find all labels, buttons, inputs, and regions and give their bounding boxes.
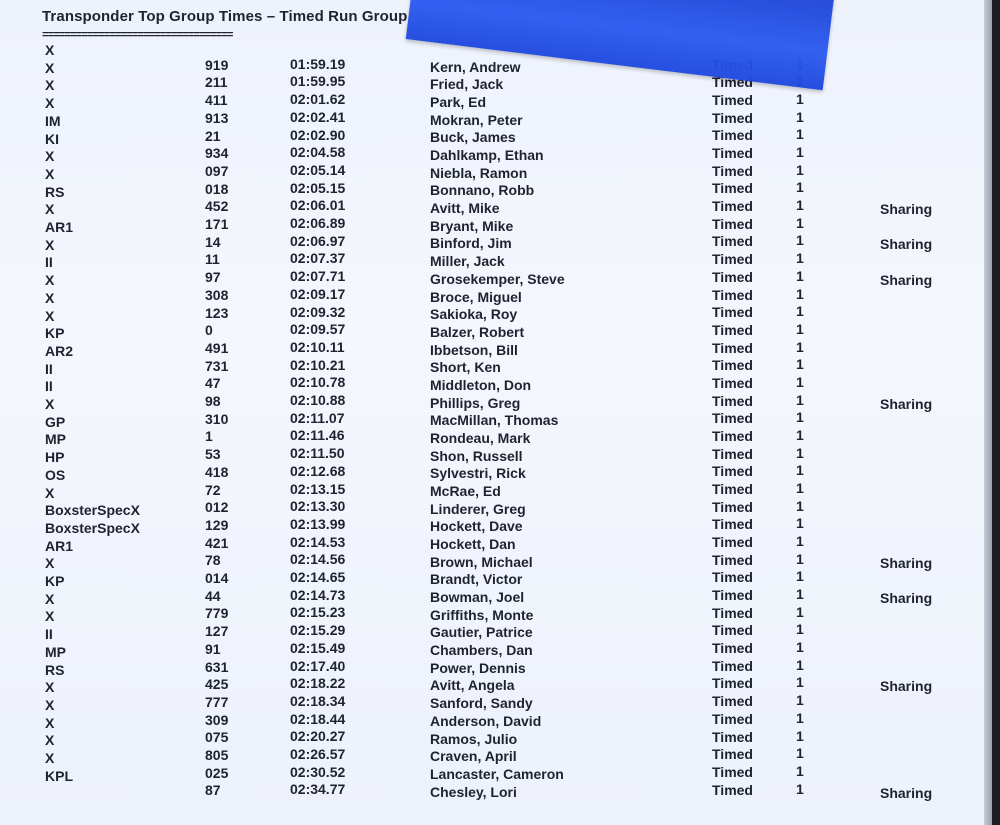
car-number-cell: 097 [205,162,229,179]
run-type-cell: Timed [712,445,753,462]
class-cell: MP [45,643,66,660]
count-cell: 1 [796,780,804,797]
class-cell: X [45,555,55,572]
paper-edge [984,0,992,825]
lap-time-cell: 02:11.50 [290,445,345,462]
class-cell: X [45,750,55,766]
table-row [0,108,992,130]
class-cell: X [45,590,55,607]
driver-name-cell: Bowman, Joel [430,589,525,606]
class-cell: KI [45,130,59,147]
car-number-cell: 913 [205,109,229,126]
run-type-cell: Timed [712,516,753,533]
lap-time-cell: 02:02.90 [290,126,346,143]
lap-time-cell: 02:11.07 [290,409,345,426]
count-cell: 1 [796,674,804,691]
car-number-cell: 631 [205,658,229,675]
class-cell: X [45,714,55,731]
lap-time-cell: 02:14.53 [290,533,346,550]
page-title: Transponder Top Group Times – Timed Run Group [42,8,408,25]
count-cell: 1 [796,656,804,673]
count-cell: 1 [796,444,804,461]
run-type-cell: Timed [712,233,753,250]
lap-time-cell: 02:12.68 [290,462,346,479]
count-cell: 1 [796,126,804,143]
driver-name-cell: Short, Ken [430,359,501,376]
class-cell: X [45,307,55,324]
car-number-cell: 919 [205,56,229,73]
lap-time-cell: 02:17.40 [290,657,346,674]
driver-name-cell: Anderson, David [430,712,542,729]
car-number-cell: 310 [205,410,229,427]
table-row [0,91,992,112]
count-cell: 1 [796,745,804,762]
class-cell: X [45,484,55,501]
driver-name-cell: Bonnano, Robb [430,182,535,199]
lap-time-cell: 02:18.44 [290,710,346,727]
car-number-cell: 1 [205,428,213,445]
class-cell: HP [45,449,65,466]
table-row [0,179,992,201]
class-cell: KP [45,325,65,342]
note-cell: Sharing [880,271,933,288]
table-row [0,214,992,236]
count-cell: 1 [796,338,804,355]
car-number-cell: 0 [205,322,213,339]
lap-time-cell: 02:14.56 [290,551,346,568]
lap-time-cell: 02:20.27 [290,728,346,745]
car-number-cell: 777 [205,693,229,710]
driver-name-cell: Broce, Miguel [430,288,522,305]
note-cell: Sharing [880,201,933,218]
car-number-cell: 47 [205,375,221,392]
driver-name-cell: Buck, James [430,129,516,146]
count-cell: 1 [796,320,804,337]
count-cell: 1 [796,179,804,196]
car-number-cell: 309 [205,711,229,728]
lap-time-cell: 02:09.17 [290,285,346,302]
lap-time-cell: 02:34.77 [290,781,346,798]
car-number-cell: 171 [205,216,229,232]
table-row [0,320,992,342]
count-cell: 1 [796,232,804,249]
run-type-cell: Timed [712,587,753,604]
table-row [0,250,992,271]
run-type-cell: Timed [712,180,753,197]
car-number-cell: 21 [205,127,221,144]
lap-time-cell: 02:14.65 [290,569,346,585]
class-cell: X [45,289,55,306]
table-row [0,780,992,802]
lap-time-cell: 02:15.49 [290,639,346,656]
car-number-cell: 934 [205,145,229,162]
run-type-cell: Timed [712,74,753,91]
count-cell: 1 [796,462,804,479]
lap-time-cell: 01:59.95 [290,73,346,90]
lap-time-cell: 02:15.29 [290,622,346,639]
run-type-cell: Timed [712,145,753,162]
lap-time-cell: 02:06.89 [290,215,346,231]
lap-time-cell: 02:10.78 [290,374,346,391]
driver-name-cell: Linderer, Greg [430,500,526,517]
class-cell: RS [45,183,65,200]
run-type-cell: Timed [712,746,753,763]
driver-name-cell: Rondeau, Mark [430,429,531,446]
lap-time-cell: 02:05.15 [290,179,346,196]
car-number-cell: 452 [205,198,229,215]
class-cell: X [45,236,55,253]
car-number-cell: 418 [205,463,229,480]
car-number-cell: 87 [205,782,221,799]
count-cell: 1 [796,639,804,656]
run-type-cell: Timed [712,693,753,710]
run-type-cell: Timed [712,215,753,232]
run-type-cell: Timed [712,604,753,621]
run-type-cell: Timed [712,710,753,727]
class-cell: X [45,148,55,165]
count-cell: 1 [796,727,804,744]
driver-name-cell: Avitt, Mike [430,200,500,217]
lap-time-cell: 02:10.11 [290,338,345,355]
run-type-cell: Timed [712,657,753,674]
lap-time-cell: 02:09.32 [290,303,346,320]
count-cell: 1 [796,144,804,161]
class-cell: RS [45,661,65,678]
car-number-cell: 14 [205,233,221,250]
table-row [0,285,992,307]
class-cell: AR1 [45,219,74,235]
table-row [0,232,992,254]
lap-time-cell: 02:06.01 [290,197,346,214]
count-cell: 1 [796,108,804,125]
class-cell: AR1 [45,537,74,554]
car-number-cell: 127 [205,623,229,640]
table-row [0,267,992,289]
count-cell: 1 [796,621,804,638]
run-type-cell: Timed [712,463,753,480]
class-cell: X [45,42,55,58]
run-type-cell: Timed [712,640,753,657]
count-cell: 1 [796,161,804,178]
run-type-cell: Timed [712,410,753,427]
count-cell: 1 [796,515,804,532]
car-number-cell: 98 [205,393,221,409]
lap-time-cell: 02:04.58 [290,144,346,161]
note-cell: Sharing [880,554,933,571]
lap-time-cell: 02:11.46 [290,427,345,444]
class-cell: OS [45,466,66,483]
driver-name-cell: Craven, April [430,748,517,765]
lap-time-cell: 02:13.15 [290,480,346,497]
car-number-cell: 53 [205,446,221,463]
driver-name-cell: Dahlkamp, Ethan [430,147,544,164]
run-type-cell: Timed [712,251,753,268]
note-cell: Sharing [880,784,933,801]
count-cell: 1 [796,692,804,709]
count-cell: 1 [796,586,804,603]
class-cell: X [45,679,55,696]
run-type-cell: Timed [712,127,753,144]
driver-name-cell: McRae, Ed [430,483,501,499]
class-cell: X [45,732,55,749]
run-type-cell: Timed [712,304,753,321]
car-number-cell: 78 [205,552,221,569]
run-type-cell: Timed [712,481,753,497]
class-cell: II [45,360,53,377]
title-underline: ================================== [42,30,233,42]
table-row [0,161,992,183]
car-number-cell: 025 [205,764,229,781]
run-type-cell: Timed [712,551,753,568]
class-cell: KP [45,573,65,589]
lap-time-cell: 02:10.88 [290,392,346,408]
driver-name-cell: Miller, Jack [430,253,505,270]
class-cell: AR2 [45,342,74,359]
lap-time-cell: 02:18.34 [290,692,346,709]
driver-name-cell: Kern, Andrew [430,58,521,75]
car-number-cell: 805 [205,747,229,763]
run-type-cell: Timed [712,675,753,692]
count-cell: 1 [796,356,804,373]
table-row [0,338,992,360]
driver-name-cell: Chesley, Lori [430,783,517,800]
table-row [0,55,992,77]
class-cell: X [45,696,55,713]
count-cell: 1 [796,285,804,302]
car-number-cell: 731 [205,357,229,374]
car-number-cell: 779 [205,605,229,622]
count-cell: 1 [796,409,804,426]
lap-time-cell: 02:15.23 [290,604,346,621]
run-type-cell: Timed [712,427,753,444]
driver-name-cell: Bryant, Mike [430,217,514,234]
table-row [0,126,992,148]
driver-name-cell: Avitt, Angela [430,677,515,694]
driver-name-cell: Middleton, Don [430,376,532,393]
lap-time-cell: 02:02.41 [290,108,346,125]
class-cell: II [45,254,53,271]
run-type-cell: Timed [712,286,753,303]
table-row [0,356,992,378]
driver-name-cell: Power, Dennis [430,659,526,676]
lap-time-cell: 02:14.73 [290,586,346,603]
car-number-cell: 014 [205,570,229,586]
car-number-cell: 211 [205,74,228,91]
lap-time-cell: 01:59.19 [290,55,346,72]
note-cell: Sharing [880,395,933,412]
driver-name-cell: Shon, Russell [430,447,523,464]
count-cell: 1 [796,391,804,408]
car-number-cell: 44 [205,587,221,604]
car-number-cell: 97 [205,269,221,286]
car-number-cell: 72 [205,481,221,498]
lap-time-cell: 02:26.57 [290,746,346,762]
car-number-cell: 123 [205,304,229,321]
lap-time-cell: 02:07.71 [290,268,346,285]
table-row [0,144,992,165]
driver-name-cell: Binford, Jim [430,235,512,252]
car-number-cell: 425 [205,676,229,693]
table-row [0,197,992,218]
driver-name-cell: Balzer, Robert [430,323,525,340]
count-cell: 1 [796,480,804,496]
count-cell: 1 [796,373,804,390]
class-cell: X [45,165,55,182]
class-cell: X [45,95,55,112]
count-cell: 1 [796,550,804,567]
class-cell: X [45,77,55,94]
lap-time-cell: 02:18.22 [290,675,346,692]
run-type-cell: Timed [712,268,753,285]
lap-time-cell: 02:01.62 [290,91,346,108]
count-cell: 1 [796,762,804,779]
class-cell: X [45,396,55,412]
count-cell: 1 [796,709,804,726]
driver-name-cell: Gautier, Patrice [430,624,533,641]
driver-name-cell: Brown, Michael [430,553,533,570]
class-cell: BoxsterSpecX [45,502,140,519]
car-number-cell: 129 [205,516,229,533]
count-cell: 1 [796,303,804,320]
driver-name-cell: MacMillan, Thomas [430,412,559,429]
lap-time-cell: 02:07.37 [290,250,346,267]
count-cell: 1 [796,250,804,267]
class-cell: X [45,201,55,218]
driver-name-cell: Niebla, Ramon [430,164,528,181]
driver-name-cell: Sanford, Sandy [430,695,533,712]
car-number-cell: 075 [205,729,229,746]
class-cell: II [45,378,53,395]
run-type-cell: Timed [712,622,753,639]
table-row [0,73,992,94]
run-type-cell: Timed [712,92,753,109]
driver-name-cell: Sakioka, Roy [430,306,518,323]
class-cell: GP [45,413,66,430]
car-number-cell: 012 [205,499,229,516]
car-number-cell: 91 [205,640,221,657]
count-cell: 1 [796,533,804,550]
count-cell: 1 [796,603,804,620]
driver-name-cell: Grosekemper, Steve [430,270,565,287]
count-cell: 1 [796,197,804,214]
lap-time-cell: 02:06.97 [290,232,346,249]
note-cell: Sharing [880,590,933,607]
run-type-cell: Timed [712,498,753,515]
count-cell: 1 [796,426,804,443]
run-type-cell: Timed [712,162,753,179]
car-number-cell: 308 [205,286,229,303]
run-type-cell: Timed [712,781,753,798]
lap-time-cell: 02:13.99 [290,515,346,532]
class-cell: II [45,626,53,643]
run-type-cell: Timed [712,763,753,780]
driver-name-cell: Griffiths, Monte [430,606,534,623]
run-type-cell: Timed [712,339,753,356]
run-type-cell: Timed [712,357,753,374]
class-cell: MP [45,431,66,448]
car-number-cell: 018 [205,180,229,197]
lap-time-cell: 02:30.52 [290,763,346,780]
class-cell: KPL [45,767,73,784]
class-cell: BoxsterSpecX [45,519,140,536]
run-type-cell: Timed [712,392,753,409]
driver-name-cell: Mokran, Peter [430,111,523,128]
table-row [0,303,992,325]
driver-name-cell: Sylvestri, Rick [430,465,526,482]
driver-name-cell: Chambers, Dan [430,642,533,659]
note-cell: Sharing [880,678,933,695]
lap-time-cell: 02:09.57 [290,321,346,338]
driver-name-cell: Lancaster, Cameron [430,765,564,782]
driver-name-cell: Park, Ed [430,94,487,111]
count-cell: 1 [796,214,804,231]
table-row [0,373,992,395]
class-cell: X [45,272,55,289]
driver-name-cell: Fried, Jack [430,76,504,93]
class-cell: IM [45,112,61,129]
car-number-cell: 411 [205,92,228,109]
count-cell: 1 [796,497,804,514]
run-type-cell: Timed [712,109,753,126]
driver-name-cell: Hockett, Dave [430,518,523,535]
car-number-cell: 421 [205,534,229,551]
lap-time-cell: 02:10.21 [290,356,346,373]
driver-name-cell: Ibbetson, Bill [430,341,518,358]
note-cell: Sharing [880,236,933,253]
driver-name-cell: Phillips, Greg [430,394,521,411]
lap-time-cell: 02:13.30 [290,498,346,515]
car-number-cell: 491 [205,339,229,356]
driver-name-cell: Ramos, Julio [430,730,518,747]
run-type-cell: Timed [712,569,753,586]
run-type-cell: Timed [712,198,753,215]
class-cell: X [45,608,55,625]
driver-name-cell: Brandt, Victor [430,571,523,588]
class-cell: X [45,59,55,76]
run-type-cell: Timed [712,374,753,391]
count-cell: 1 [796,267,804,284]
car-number-cell: 11 [205,251,220,268]
count-cell: 1 [796,568,804,585]
run-type-cell: Timed [712,728,753,745]
count-cell: 1 [796,91,804,108]
lap-time-cell: 02:05.14 [290,161,346,178]
run-type-cell: Timed [712,321,753,338]
run-type-cell: Timed [712,534,753,551]
driver-name-cell: Hockett, Dan [430,536,516,553]
